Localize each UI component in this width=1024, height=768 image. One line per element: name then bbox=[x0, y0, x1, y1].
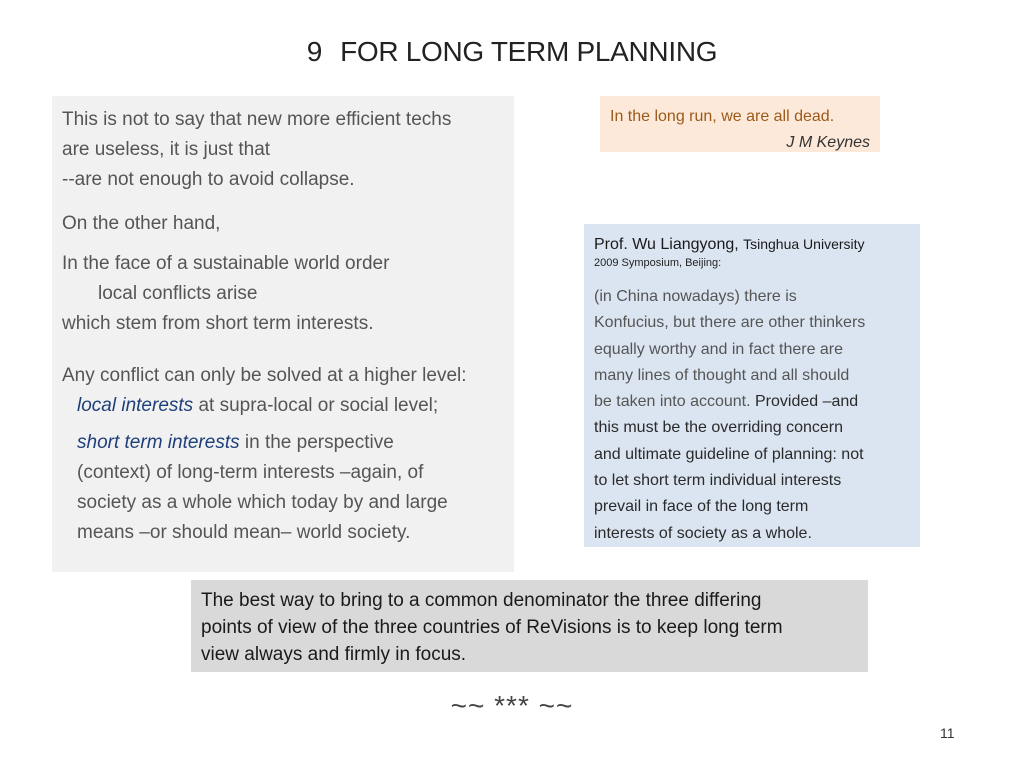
prof-wu-box bbox=[584, 224, 920, 547]
quote-text: In the long run, we are all dead. bbox=[610, 108, 835, 125]
slide-title-text: FOR LONG TERM PLANNING bbox=[340, 36, 718, 67]
prof-name: Prof. Wu Liangyong, bbox=[594, 236, 744, 253]
conclusion-box bbox=[191, 580, 868, 672]
prof-body-line: interests of society as a whole. bbox=[594, 524, 812, 542]
prof-heading bbox=[594, 233, 910, 256]
left-p5-line1 bbox=[62, 428, 514, 458]
page-number: 11 bbox=[940, 725, 955, 741]
left-p3-line3: which stem from short term interests. bbox=[62, 313, 374, 334]
short-term-interests-emphasis: short term interests bbox=[77, 432, 240, 453]
local-interests-emphasis: local interests bbox=[77, 395, 194, 416]
prof-body-line: (in China nowadays) there is bbox=[594, 288, 797, 305]
prof-event: 2009 Symposium, Beijing: bbox=[594, 257, 722, 269]
keynes-quote-box bbox=[600, 96, 880, 152]
left-p1-line2: are useless, it is just that bbox=[62, 139, 271, 160]
prof-body-line: prevail in face of the long term bbox=[594, 498, 809, 516]
short-term-interests-rest: in the perspective bbox=[239, 432, 394, 453]
left-p4-line2 bbox=[62, 391, 514, 421]
prof-body-segment: be taken into account. bbox=[594, 393, 755, 411]
prof-university: Tsinghua University bbox=[743, 236, 865, 252]
prof-body-line: this must be the overriding concern bbox=[594, 419, 844, 437]
prof-body-line: Konfucius, but there are other thinkers bbox=[594, 314, 866, 332]
slide-number: 9 bbox=[306, 36, 323, 67]
prof-body-segment-provided: Provided –and bbox=[755, 393, 859, 411]
prof-body-line: to let short term individual interests bbox=[594, 472, 842, 490]
conclusion-line: points of view of the three countries of ReVisions is to keep long term bbox=[201, 617, 783, 638]
left-p3-line1: In the face of a sustainable world order bbox=[62, 253, 390, 274]
left-p1-line1: This is not to say that new more efficient techs bbox=[62, 109, 452, 130]
slide-title bbox=[0, 36, 1024, 68]
left-p3-line2: local conflicts arise bbox=[98, 283, 258, 304]
prof-body-line bbox=[594, 389, 910, 415]
left-text-box bbox=[52, 96, 514, 572]
conclusion-line: view always and firmly in focus. bbox=[201, 644, 467, 665]
prof-body-line: and ultimate guideline of planning: not bbox=[594, 445, 864, 463]
left-p5-line4: means –or should mean– world society. bbox=[77, 522, 411, 543]
prof-body-line: equally worthy and in fact there are bbox=[594, 340, 844, 358]
prof-body-line: many lines of thought and all should bbox=[594, 366, 850, 384]
local-interests-rest: at supra-local or social level; bbox=[193, 395, 439, 416]
left-p1-line3: --are not enough to avoid collapse. bbox=[62, 169, 355, 190]
prof-body bbox=[594, 284, 910, 547]
conclusion-line: The best way to bring to a common denominator the three differing bbox=[201, 590, 762, 611]
left-p2: On the other hand, bbox=[62, 213, 221, 234]
ornament-divider: ~~ *** ~~ bbox=[450, 690, 574, 721]
left-p4-line1: Any conflict can only be solved at a higher level: bbox=[62, 365, 467, 386]
left-p5-line3: society as a whole which today by and large bbox=[77, 492, 448, 513]
left-p5-line2: (context) of long-term interests –again, of bbox=[77, 462, 424, 483]
quote-author: J M Keynes bbox=[786, 134, 870, 151]
